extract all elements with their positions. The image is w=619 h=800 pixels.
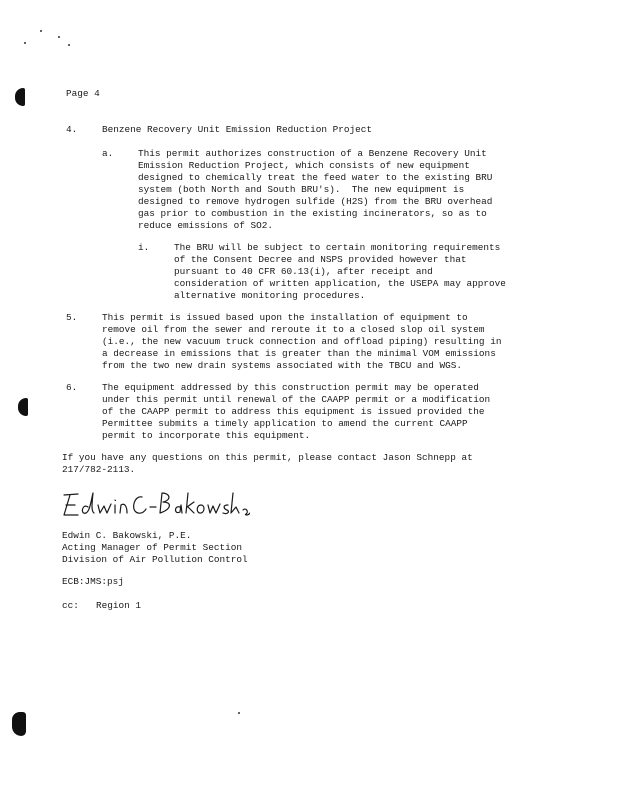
- item-4a-line: designed to remove hydrogen sulfide (H2S) from the BRU overhead: [138, 196, 493, 207]
- item-4ai-label: i.: [138, 242, 150, 253]
- item-6-line: permit to incorporate this equipment.: [102, 430, 311, 441]
- item-4a-line: system (both North and South BRU's). The new equipment is: [138, 184, 465, 195]
- item-4ai-line: alternative monitoring procedures.: [174, 290, 366, 301]
- item-4ai-line: pursuant to 40 CFR 60.13(i), after receipt and: [174, 266, 433, 277]
- item-6-line: The equipment addressed by this construction permit may be operated: [102, 382, 479, 393]
- item-5-line: a decrease in emissions that is greater than the minimal VOM emissions: [102, 348, 496, 359]
- scan-speck: [58, 36, 60, 38]
- item-4a-line: gas prior to combustion in the existing incinerators, so as to: [138, 208, 487, 219]
- punch-hole-mark: [18, 398, 28, 416]
- handwritten-signature: [60, 485, 250, 525]
- typist-initials: ECB:JMS:psj: [62, 576, 124, 587]
- cc-label: cc:: [62, 600, 79, 611]
- closing-line: 217/782-2113.: [62, 464, 136, 475]
- item-4ai-line: The BRU will be subject to certain monitoring requirements: [174, 242, 501, 253]
- signer-title: Acting Manager of Permit Section: [62, 542, 243, 553]
- item-5-line: (i.e., the new vacuum truck connection and offload piping) resulting in: [102, 336, 502, 347]
- signer-name: Edwin C. Bakowski, P.E.: [62, 530, 192, 541]
- item-4a-line: reduce emissions of SO2.: [138, 220, 274, 231]
- scan-speck: [40, 30, 42, 32]
- item-4a-line: designed to chemically treat the feed water to the existing BRU: [138, 172, 493, 183]
- cc-value: Region 1: [96, 600, 142, 611]
- punch-hole-mark: [12, 712, 26, 736]
- item-4ai-line: of the Consent Decree and NSPS provided however that: [174, 254, 467, 265]
- item-4a-line: This permit authorizes construction of a Benzene Recovery Unit: [138, 148, 487, 159]
- page-label: Page 4: [66, 88, 100, 99]
- item-5-number: 5.: [66, 312, 78, 323]
- scan-speck: [68, 44, 70, 46]
- item-6-line: under this permit until renewal of the CAAPP permit or a modification: [102, 394, 491, 405]
- item-6-line: Permittee submits a timely application to amend the current CAAPP: [102, 418, 468, 429]
- signer-division: Division of Air Pollution Control: [62, 554, 248, 565]
- item-5-line: remove oil from the sewer and reroute it to a closed slop oil system: [102, 324, 485, 335]
- item-5-line: from the two new drain systems associated with the TBCU and WGS.: [102, 360, 463, 371]
- item-4ai-line: consideration of written application, the USEPA may approve: [174, 278, 506, 289]
- item-6-number: 6.: [66, 382, 78, 393]
- item-4a-line: Emission Reduction Project, which consists of new equipment: [138, 160, 470, 171]
- item-6-line: of the CAAPP permit to address this equipment is issued provided the: [102, 406, 485, 417]
- item-5-line: This permit is issued based upon the installation of equipment to: [102, 312, 468, 323]
- punch-hole-mark: [15, 88, 25, 106]
- closing-line: If you have any questions on this permit, please contact Jason Schnepp at: [62, 452, 473, 463]
- item-4-number: 4.: [66, 124, 78, 135]
- item-4a-label: a.: [102, 148, 114, 159]
- scan-speck: [24, 42, 26, 44]
- scan-speck: [238, 712, 240, 714]
- item-4-title: Benzene Recovery Unit Emission Reduction Project: [102, 124, 373, 135]
